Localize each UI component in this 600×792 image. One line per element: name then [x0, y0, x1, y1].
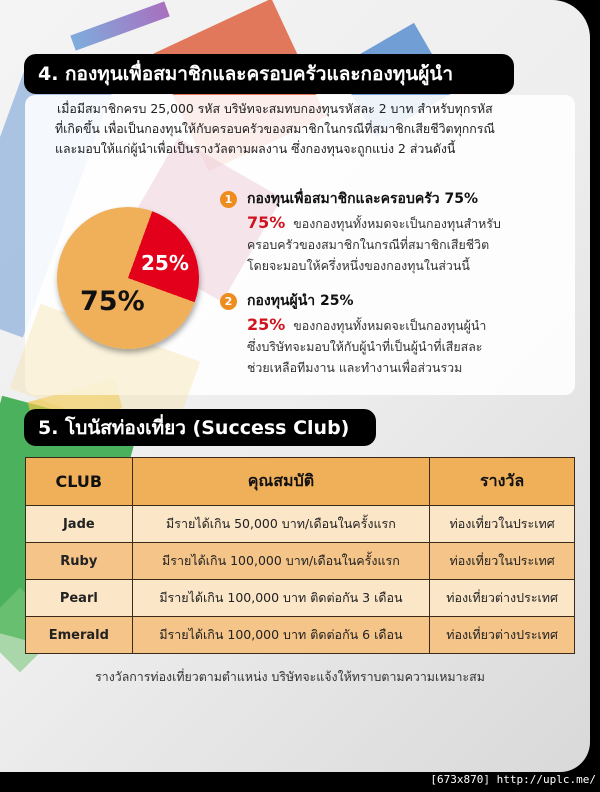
section-5-heading: 5. โบนัสท่องเที่ยว (Success Club) — [24, 409, 376, 446]
description-line: โดยจะมอบให้ครึ่งหนึ่งของกองทุนในส่วนนี้ — [247, 258, 470, 273]
fund-item-title: กองทุนผู้นำ 25% — [247, 293, 354, 309]
fund-intro-text — [55, 99, 575, 159]
description-line: ครอบครัวของสมาชิกในกรณีที่สมาชิกเสียชีวิต — [247, 237, 490, 252]
number-badge-icon: 1 — [220, 191, 237, 208]
club-reward: ท่องเที่ยวในประเทศ — [430, 506, 575, 543]
intro-line: เมื่อมีสมาชิกครบ 25,000 รหัส บริษัทจะสมทบกองทุนรหัสละ 2 บาท สำหรับทุกรหัส — [57, 101, 493, 116]
column-header-requirement: คุณสมบัติ — [132, 458, 430, 506]
footnote: รางวัลการท่องเที่ยวตามตำแหน่ง บริษัทจะแจ้งให้ทราบตามความเหมาะสม — [95, 669, 485, 684]
club-requirement: มีรายได้เกิน 100,000 บาท ติดต่อกัน 3 เดือน — [132, 580, 430, 617]
club-name: Ruby — [26, 543, 133, 580]
table-header-row — [26, 458, 575, 506]
table-row — [26, 506, 575, 543]
success-club-table — [25, 457, 575, 654]
description-line: ช่วยเหลือทีมงาน และทำงานเพื่อส่วนรวม — [247, 360, 463, 375]
number-badge-icon: 2 — [220, 293, 237, 310]
club-requirement: มีรายได้เกิน 100,000 บาท/เดือนในครั้งแรก — [132, 543, 430, 580]
fund-item-title: กองทุนเพื่อสมาชิกและครอบครัว 75% — [247, 191, 478, 207]
club-reward: ท่องเที่ยวต่างประเทศ — [430, 580, 575, 617]
description-line: ซึ่งบริษัทจะมอบให้กับผู้นำที่เป็นผู้นำที่เสียสละ — [247, 339, 483, 354]
club-reward: ท่องเที่ยวในประเทศ — [430, 543, 575, 580]
pie-label-25: 25% — [141, 251, 189, 275]
table-row — [26, 543, 575, 580]
fund-item-pct: 75% — [247, 213, 286, 232]
intro-line: และมอบให้แก่ผู้นำเพื่อเป็นรางวัลตามผลงาน ซึ่งกองทุนจะถูกแบ่ง 2 ส่วนดังนี้ — [55, 141, 456, 156]
image-host-watermark: [673x870] http://uplc.me/ — [430, 773, 596, 786]
club-name: Jade — [26, 506, 133, 543]
club-reward: ท่องเที่ยวต่างประเทศ — [430, 617, 575, 654]
club-requirement: มีรายได้เกิน 100,000 บาท ติดต่อกัน 6 เดือน — [132, 617, 430, 654]
description-line: ของกองทุนทั้งหมดจะเป็นกองทุนสำหรับ — [293, 216, 501, 231]
fund-item-description — [247, 314, 486, 378]
column-header-club: CLUB — [26, 458, 133, 506]
table-row — [26, 617, 575, 654]
section-4-heading: 4. กองทุนเพื่อสมาชิกและครอบครัวและกองทุนผู้นำ — [24, 54, 514, 94]
description-line: ของกองทุนทั้งหมดจะเป็นกองทุนผู้นำ — [293, 318, 487, 333]
club-name: Emerald — [26, 617, 133, 654]
fund-item-description — [247, 212, 501, 276]
column-header-reward: รางวัล — [430, 458, 575, 506]
pie-label-75: 75% — [80, 286, 145, 317]
fund-item-pct: 25% — [247, 315, 286, 334]
club-name: Pearl — [26, 580, 133, 617]
club-requirement: มีรายได้เกิน 50,000 บาท/เดือนในครั้งแรก — [132, 506, 430, 543]
table-row — [26, 580, 575, 617]
decorative-shape — [70, 1, 169, 50]
intro-line: ที่เกิดขึ้น เพื่อเป็นกองทุนให้กับครอบครัวของสมาชิกในกรณีที่สมาชิกเสียชีวิตทุกกรณี — [55, 121, 495, 136]
